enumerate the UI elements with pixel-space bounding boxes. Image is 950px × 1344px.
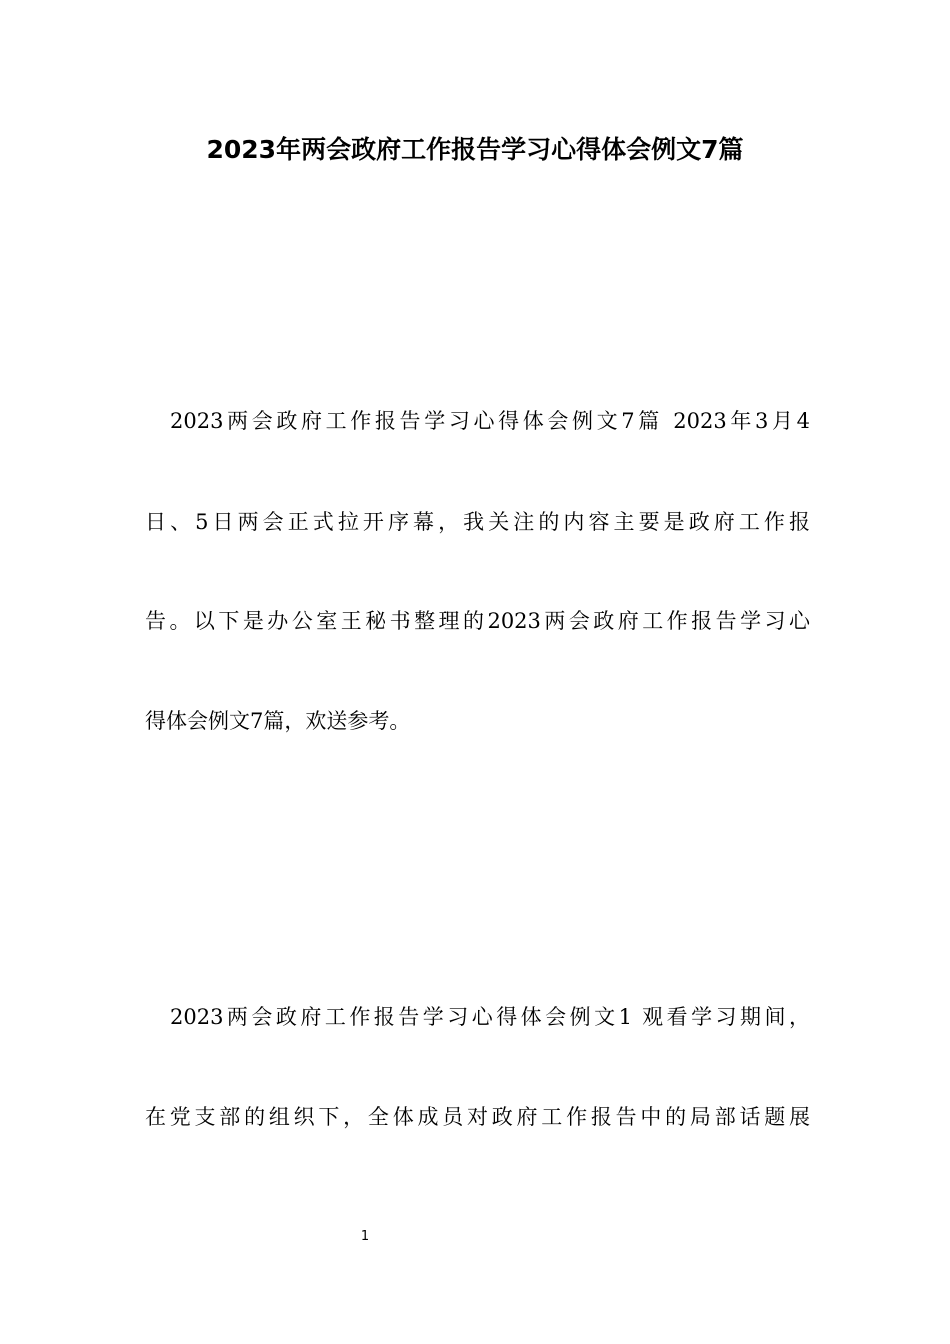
page-number: 1 — [360, 1229, 370, 1244]
paragraph-line: 得体会例文7篇，欢送参考。 — [145, 709, 411, 733]
paragraph-line: 告。以下是办公室王秘书整理的2023两会政府工作报告学习心 — [145, 609, 810, 633]
document-title: 2023年两会政府工作报告学习心得体会例文7篇 — [206, 135, 744, 164]
paragraph-line: 2023两会政府工作报告学习心得体会例文7篇 2023年3月4 — [170, 409, 810, 433]
paragraph-line: 在党支部的组织下，全体成员对政府工作报告中的局部话题展 — [145, 1105, 810, 1129]
paragraph-line: 2023两会政府工作报告学习心得体会例文1 观看学习期间， — [170, 1005, 810, 1029]
paragraph-line: 日、5日两会正式拉开序幕，我关注的内容主要是政府工作报 — [145, 510, 810, 534]
